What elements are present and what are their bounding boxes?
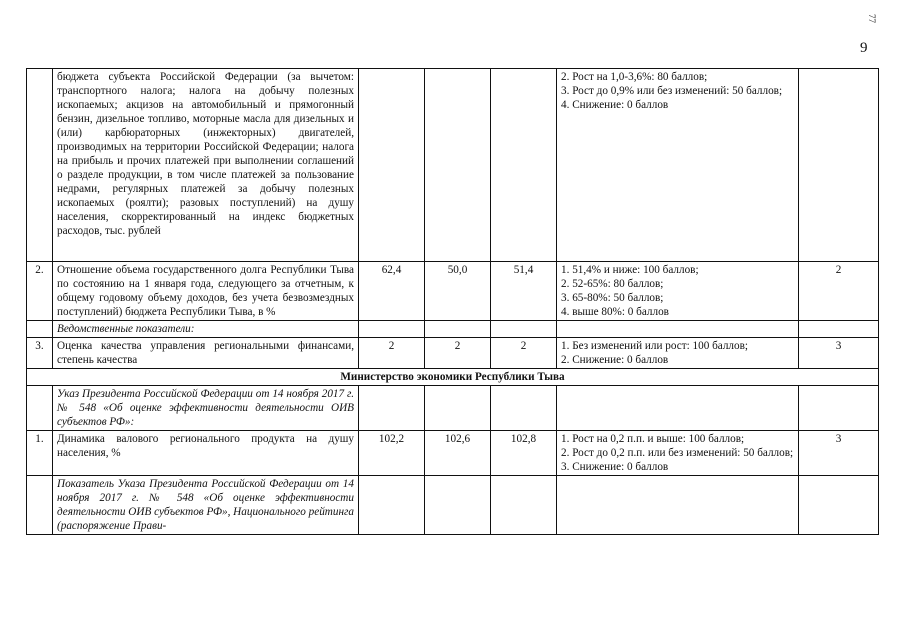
- section-header: Министерство экономики Республики Тыва: [27, 369, 879, 386]
- value-1: [359, 69, 425, 262]
- value-2: 50,0: [425, 262, 491, 321]
- criteria-line: 2. 52-65%: 80 баллов;: [561, 278, 664, 290]
- criteria-line: 1. 51,4% и ниже: 100 баллов;: [561, 264, 699, 276]
- decree-reference: Показатель Указа Президента Российской Федерации от 14 ноября 2017 г. № 548 «Об оценке эффективности деятельности ОИВ субъектов РФ», Национального рейтинга (распоряжение Прави-: [53, 476, 359, 535]
- value-3: 102,8: [491, 431, 557, 476]
- page-number: 9: [860, 40, 868, 56]
- table-row: [27, 386, 879, 431]
- score: 3: [799, 431, 879, 476]
- corner-mark: 77: [867, 14, 877, 23]
- indicator-description: Динамика валового регионального продукта на душу населения, %: [53, 431, 359, 476]
- criteria-line: 4. выше 80%: 0 баллов: [561, 306, 669, 318]
- table-row: [27, 321, 879, 338]
- value-3: [491, 69, 557, 262]
- criteria-line: 3. Рост до 0,9% или без изменений: 50 баллов;: [561, 85, 783, 97]
- indicator-description: Оценка качества управления региональными финансами, степень качества: [53, 338, 359, 369]
- row-number: 3.: [27, 338, 53, 369]
- row-number: 1.: [27, 431, 53, 476]
- table-row: [27, 476, 879, 535]
- value-3: 2: [491, 338, 557, 369]
- subsection-label: Ведомственные показатели:: [53, 321, 359, 338]
- row-number: 2.: [27, 262, 53, 321]
- table-row: [27, 69, 879, 262]
- table-row: [27, 338, 879, 369]
- table-row: [27, 262, 879, 321]
- criteria-line: 4. Снижение: 0 баллов: [561, 99, 669, 111]
- table-row: [27, 369, 879, 386]
- criteria-line: 2. Рост на 1,0-3,6%: 80 баллов;: [561, 71, 708, 83]
- indicator-table: [26, 68, 879, 535]
- criteria-line: 3. Снижение: 0 баллов: [561, 461, 669, 473]
- value-3: 51,4: [491, 262, 557, 321]
- score: 2: [799, 262, 879, 321]
- criteria-line: 2. Снижение: 0 баллов: [561, 354, 669, 366]
- value-2: 102,6: [425, 431, 491, 476]
- score: 3: [799, 338, 879, 369]
- value-2: 2: [425, 338, 491, 369]
- scoring-criteria: [557, 431, 799, 476]
- score: [799, 69, 879, 262]
- criteria-line: 1. Рост на 0,2 п.п. и выше: 100 баллов;: [561, 433, 745, 445]
- criteria-line: 1. Без изменений или рост: 100 баллов;: [561, 340, 748, 352]
- row-number: [27, 69, 53, 262]
- indicator-description: Отношение объема государственного долга Республики Тыва по состоянию на 1 января года, следующего за отчетным, к общему годовому объему доходов, без учета безвозмездных поступлений) бюджета Республики Тыва, в %: [53, 262, 359, 321]
- scoring-criteria: [557, 338, 799, 369]
- criteria-line: 2. Рост до 0,2 п.п. или без изменений: 50 баллов;: [561, 447, 794, 459]
- value-1: 62,4: [359, 262, 425, 321]
- scoring-criteria: [557, 262, 799, 321]
- indicator-description: бюджета субъекта Российской Федерации (за вычетом: транспортного налога; налога на добычу полезных ископаемых; акцизов на автомобильный и прямогонный бензин, дизельное топливо, моторные масла для дизельных и (или) карбюраторных (инжекторных) двигателей, производимых на территории Российской Федерации; налога на прибыль и прочих платежей при выполнении соглашений о разделе продукции, в том числе платежей за пользование недрами, регулярных платежей за добычу полезных ископаемых (роялти); разовых поступлений) на душу населения, скорректированный на индекс бюджетных расходов, тыс. рублей: [53, 69, 359, 262]
- scoring-criteria: [557, 69, 799, 262]
- value-1: 102,2: [359, 431, 425, 476]
- value-1: 2: [359, 338, 425, 369]
- criteria-line: 3. 65-80%: 50 баллов;: [561, 292, 664, 304]
- table-row: [27, 431, 879, 476]
- value-2: [425, 69, 491, 262]
- decree-reference: Указ Президента Российской Федерации от 14 ноября 2017 г. № 548 «Об оценке эффективности деятельности ОИВ субъектов РФ»:: [53, 386, 359, 431]
